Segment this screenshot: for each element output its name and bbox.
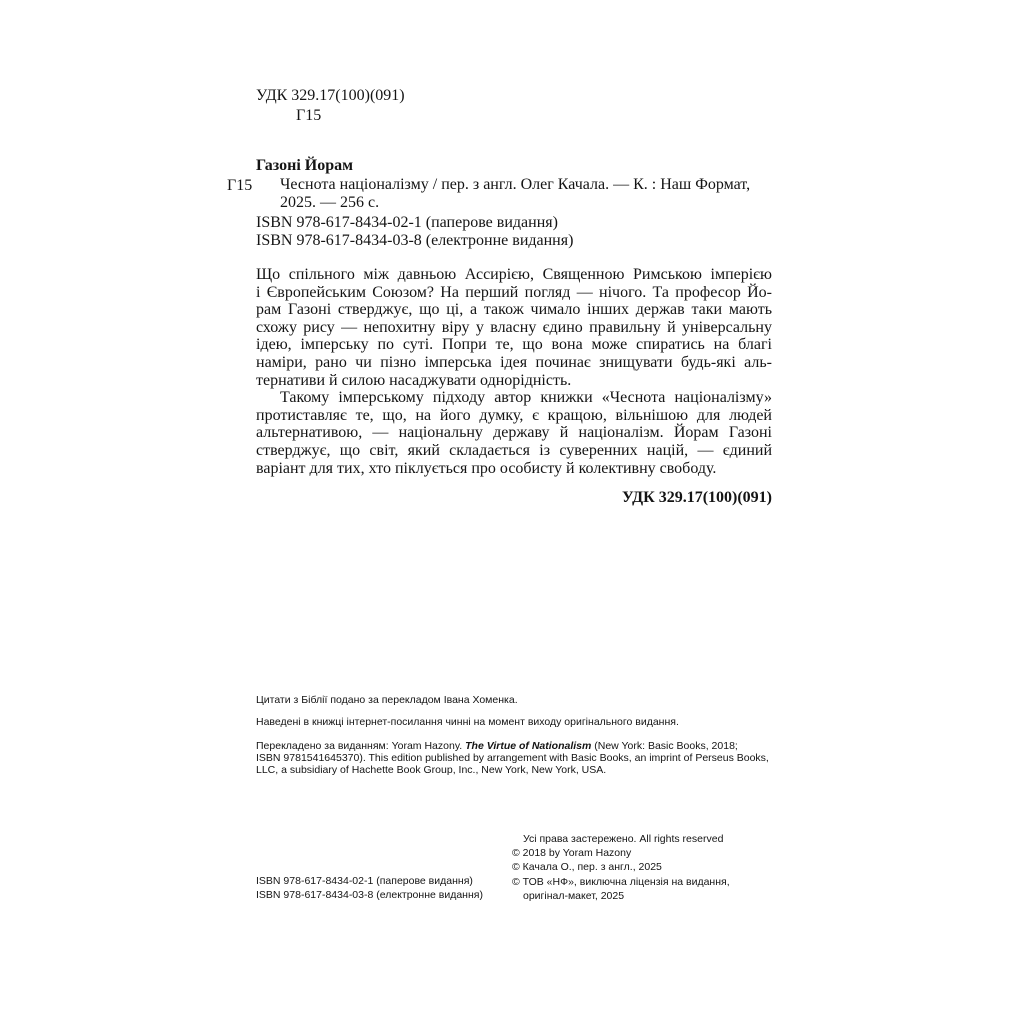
- bible-note: Цитати з Біблії подано за перекладом Івана Хоменка.: [256, 694, 518, 706]
- author-mark-margin: Г15: [227, 177, 253, 194]
- abstract-line: Що спільного між давньою Ассирією, Священною Римською імперією: [256, 266, 772, 283]
- translation-line: ISBN 9781541645370). This edition published by arrangement with Basic Books, an imprint of Perseus Books,: [256, 752, 769, 764]
- links-note: Наведені в книжці інтернет-посилання чинні на момент виходу оригінального видання.: [256, 716, 679, 728]
- rights-line: © ТОВ «НФ», виключна ліцензія на видання,: [512, 875, 730, 888]
- rights-line: оригінал-макет, 2025: [523, 889, 625, 902]
- original-title: The Virtue of Nationalism: [465, 740, 592, 752]
- rights-line: Усі права застережено. All rights reserved: [523, 833, 724, 845]
- abstract: [256, 266, 772, 477]
- abstract-line: стверджує, що світ, який складається із суверенних націй, — єдиний: [256, 441, 772, 459]
- abstract-line: наміри, рано чи пізно імперська ідея починає знищувати будь-які аль-: [256, 353, 772, 371]
- bibliographic-description: [280, 176, 772, 212]
- rights-line: © 2018 by Yoram Hazony: [512, 847, 632, 860]
- translation-note: [256, 740, 776, 776]
- isbn-list: [256, 214, 573, 250]
- abstract-line: тернативи й силою насаджувати однорідність.: [256, 371, 572, 389]
- abstract-line: протиставляє те, що, на його думку, є кращою, вільнішою для людей: [256, 406, 772, 424]
- abstract-line: ідею, імперську по суті. Попри те, що вона може спиратись на благі: [256, 336, 772, 354]
- abstract-line: Такому імперському підходу автор книжки «Чеснота націоналізму»: [280, 389, 772, 407]
- translation-prefix: Перекладено за виданням: Yoram Hazony.: [256, 740, 466, 752]
- isbn-small-list: [256, 874, 483, 902]
- isbn-small-line: ISBN 978-617-8434-03-8 (електронне видання): [256, 889, 483, 902]
- translation-line: [256, 740, 776, 752]
- biblio-line: 2025. — 256 с.: [280, 194, 380, 211]
- abstract-line: рам Газоні стверджує, що ці, а також чимало інших держав таки мають: [256, 301, 772, 319]
- translation-suffix: (New York: Basic Books, 2018;: [591, 740, 738, 752]
- abstract-line: альтернативою, — національну державу й націоналізм. Йорам Газоні: [256, 424, 772, 442]
- translation-line: LLC, a subsidiary of Hachette Book Group, Inc., New York, New York, USA.: [256, 764, 607, 776]
- author-name: Газоні Йорам: [256, 157, 354, 174]
- author-mark-top: Г15: [296, 107, 322, 124]
- biblio-line: Чеснота націоналізму / пер. з англ. Олег Качала. — К. : Наш Формат,: [280, 176, 751, 193]
- abstract-line: варіант для тих, хто піклується про особисту й колективну свободу.: [256, 459, 717, 477]
- isbn-small-line: ISBN 978-617-8434-02-1 (паперове видання): [256, 875, 473, 887]
- udk-code-bottom: УДК 329.17(100)(091): [621, 489, 772, 506]
- abstract-line: і Європейським Союзом? На перший погляд — нічого. Та професор Йо-: [256, 283, 772, 301]
- abstract-line: схожу рису — непохитну віру у власну єдино правильну й універсальну: [256, 318, 772, 336]
- rights-block: [512, 832, 730, 903]
- isbn-line: ISBN 978-617-8434-02-1 (паперове видання): [256, 214, 558, 231]
- isbn-line: ISBN 978-617-8434-03-8 (електронне видання): [256, 232, 574, 249]
- rights-line: © Качала О., пер. з англ., 2025: [512, 861, 662, 874]
- udk-code-top: УДК 329.17(100)(091): [256, 87, 405, 104]
